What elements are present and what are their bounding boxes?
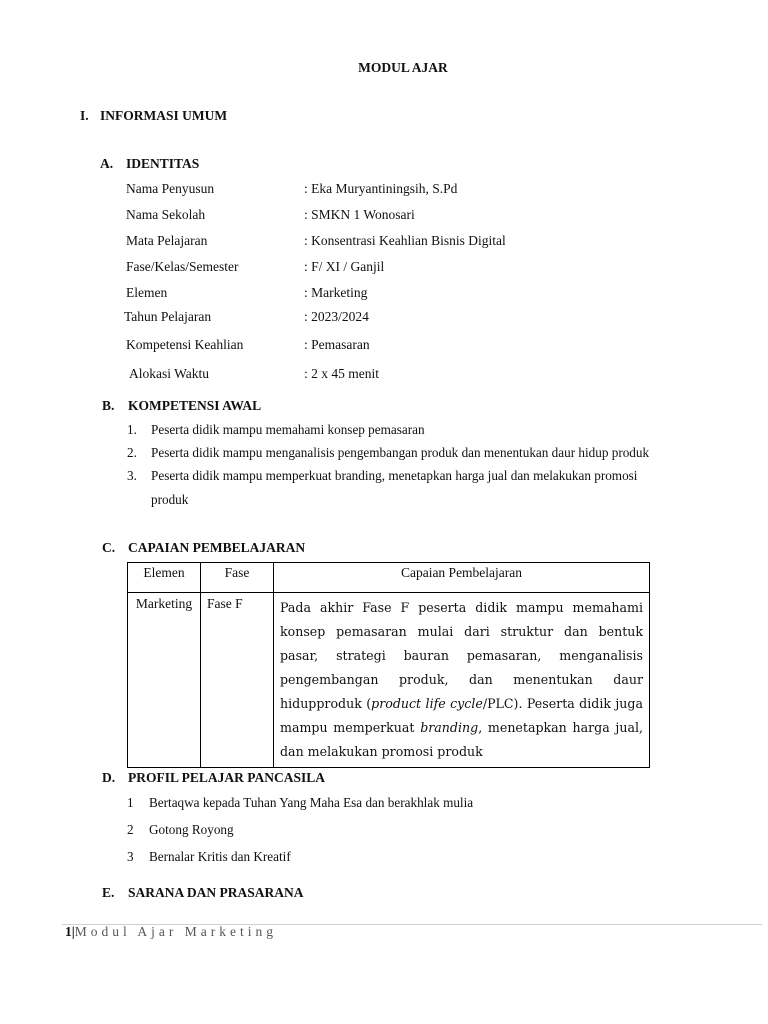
list-item [127, 422, 425, 438]
column-header: Capaian Pembelajaran [274, 563, 650, 593]
cell-capaian [274, 593, 650, 768]
identity-label: Nama Sekolah [126, 207, 206, 222]
table-row [128, 593, 650, 768]
capaian-italic: branding [420, 720, 479, 735]
identity-label: Mata Pelajaran [126, 233, 208, 248]
identity-label: Kompetensi Keahlian [126, 337, 244, 352]
footer-text: Modul Ajar Marketing [74, 924, 277, 939]
heading-text: IDENTITAS [126, 156, 200, 171]
identity-value: : Pemasaran [304, 337, 370, 352]
column-header: Elemen [128, 563, 201, 593]
heading-identitas [100, 156, 199, 172]
section-number: I. [80, 108, 89, 123]
heading-letter: B. [102, 398, 115, 413]
heading-letter: C. [102, 540, 116, 555]
document-title: MODUL AJAR [358, 60, 448, 75]
identity-label: Nama Penyusun [126, 181, 215, 196]
list-text: Gotong Royong [149, 822, 234, 837]
list-text: Peserta didik mampu menganalisis pengembangan produk dan menentukan daur hidup produk [151, 445, 650, 460]
capaian-text: /PLC). Peserta didik juga mampu memperkuat [280, 696, 643, 735]
identity-value: : 2023/2024 [304, 309, 369, 324]
capaian-table [127, 562, 650, 768]
list-item [127, 795, 473, 811]
heading-text: SARANA DAN PRASARANA [128, 885, 304, 900]
list-number: 3. [127, 468, 137, 483]
identity-value: : 2 x 45 menit [304, 366, 379, 381]
page-footer [65, 924, 277, 940]
cell-elemen: Marketing [128, 593, 201, 768]
identity-value: : Marketing [304, 285, 368, 300]
capaian-italic: product life cycle [371, 696, 483, 711]
heading-profil [102, 770, 325, 786]
list-item [127, 445, 649, 461]
heading-letter: D. [102, 770, 116, 785]
list-number: 1. [127, 422, 137, 437]
identity-value: : Eka Muryantiningsih, S.Pd [304, 181, 458, 196]
column-header: Fase [201, 563, 274, 593]
list-number: 2 [127, 822, 134, 837]
list-text: Peserta didik mampu memperkuat branding, menetapkan harga jual dan melakukan promosi [151, 468, 638, 483]
heading-capaian [102, 540, 305, 556]
list-number: 1 [127, 795, 134, 810]
list-text: Peserta didik mampu memahami konsep pemasaran [151, 422, 425, 437]
heading-text: KOMPETENSI AWAL [128, 398, 262, 413]
cell-fase: Fase F [201, 593, 274, 768]
list-item [127, 822, 234, 838]
list-text: Bernalar Kritis dan Kreatif [149, 849, 291, 864]
identity-value: : Konsentrasi Keahlian Bisnis Digital [304, 233, 506, 248]
identity-label: Tahun Pelajaran [124, 309, 212, 324]
heading-sarana [102, 885, 304, 901]
capaian-text: Pada akhir Fase F peserta didik mampu memahami konsep pemasaran mulai dari struktur dan bentuk pasar, strategi bauran pemasaran, menganalisis pengembangan produk, dan menentukan daur hidupproduk ( [280, 600, 643, 711]
list-item-continuation: produk [151, 492, 189, 507]
heading-kompetensi-awal [102, 398, 261, 414]
table-header-row [128, 563, 650, 593]
section-heading: INFORMASI UMUM [100, 108, 228, 123]
heading-text: CAPAIAN PEMBELAJARAN [128, 540, 306, 555]
identity-value: : SMKN 1 Wonosari [304, 207, 415, 222]
section-informasi-umum [80, 108, 227, 124]
capaian-text: , menetapkan harga jual, dan melakukan promosi produk [280, 720, 643, 759]
identity-label: Fase/Kelas/Semester [126, 259, 239, 274]
list-text: Bertaqwa kepada Tuhan Yang Maha Esa dan berakhlak mulia [149, 795, 474, 810]
heading-letter: E. [102, 885, 115, 900]
list-number: 2. [127, 445, 137, 460]
footer-separator: | [71, 924, 75, 939]
identity-value: : F/ XI / Ganjil [304, 259, 385, 274]
heading-text: PROFIL PELAJAR PANCASILA [128, 770, 326, 785]
list-number: 3 [127, 849, 134, 864]
heading-letter: A. [100, 156, 114, 171]
identity-label: Alokasi Waktu [129, 366, 210, 381]
identity-label: Elemen [126, 285, 168, 300]
list-item [127, 468, 637, 484]
page-number: 1 [65, 924, 72, 939]
list-item [127, 849, 291, 865]
